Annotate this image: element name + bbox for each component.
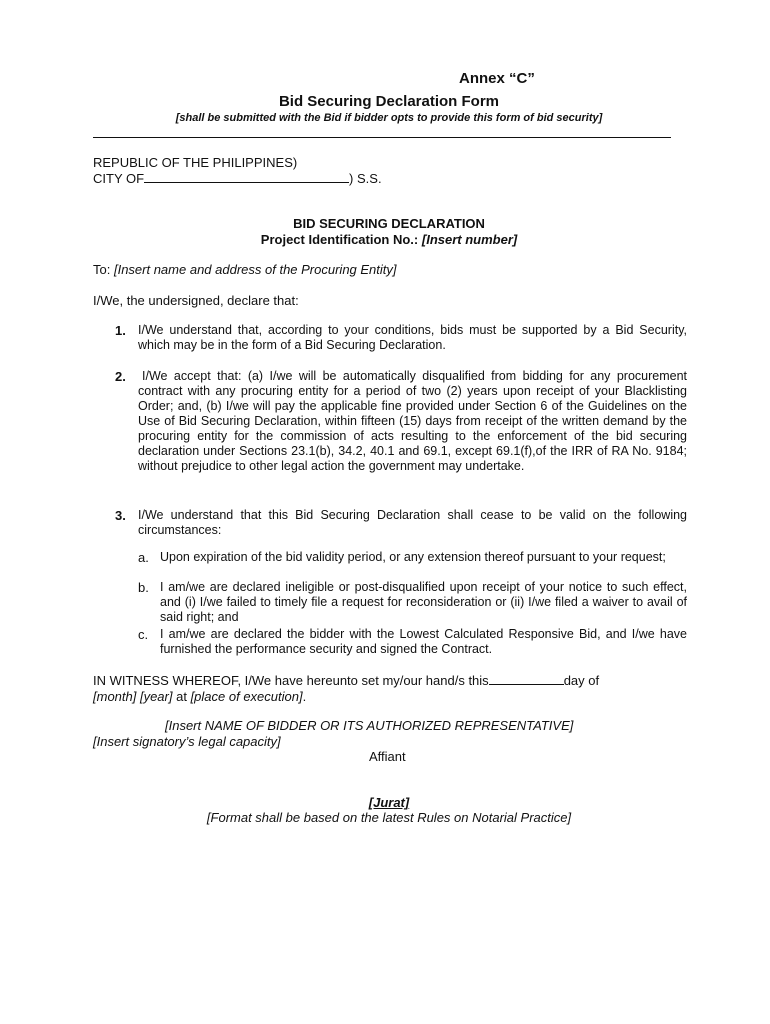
republic-line: REPUBLIC OF THE PHILIPPINES) [93, 155, 298, 170]
item-number: 2. [115, 369, 126, 384]
city-prefix: CITY OF [93, 171, 145, 186]
day-blank [489, 673, 564, 685]
form-title: Bid Securing Declaration Form [278, 93, 500, 110]
signatory-name: [Insert NAME OF BIDDER OR ITS AUTHORIZED REPRESENTATIVE] [165, 718, 574, 733]
jurat-heading [0, 795, 770, 811]
witness-month-year: [month] [year] [93, 689, 173, 704]
city-suffix: ) S.S. [349, 171, 382, 186]
subitem-text: I am/we are declared ineligible or post-disqualified upon receipt of your notice to such effect, and (i) I/we failed to timely file a request for reconsideration or (ii) I/we filed a waiver to avail of said right; and [160, 580, 687, 624]
addressee-line [93, 262, 397, 278]
item-text: I/We accept that: (a) I/we will be automatically disqualified from bidding for any procurement contract with any procuring entity for a period of two (2) years upon receipt of your Blacklisting Order; and, (b) I/we will pay the applicable fine provided under Section 6 of the Guidelines on the Use of Bid Securing Declaration, within fifteen (15) days from receipt of the written demand by the procuring entity for the commission of acts resulting to the enforcement of the bid securing declaration under Sections 23.1(b), 34.2, 40.1 and 69.1, except 69.1(f),of the IRR of RA No. 9184; without prejudice to other legal action the government may undertake. [138, 369, 687, 473]
signatory-capacity: [Insert signatory’s legal capacity] [93, 734, 281, 749]
witness-at: at [172, 689, 191, 704]
form-subtitle: [shall be submitted with the Bid if bidder opts to provide this form of bid security] [175, 112, 603, 124]
intro-text: I/We, the undersigned, declare that: [93, 293, 299, 308]
subitem-letter: c. [138, 627, 149, 642]
jurat-note: [Format shall be based on the latest Rules on Notarial Practice] [206, 810, 572, 825]
affiant-label: Affiant [369, 749, 406, 764]
city-line [93, 171, 382, 187]
declaration-heading: BID SECURING DECLARATION [293, 216, 485, 231]
project-id-value: [Insert number] [421, 232, 518, 247]
city-blank [144, 171, 349, 183]
subitem-letter: a. [138, 550, 149, 565]
project-id-label: Project Identification No.: [260, 232, 419, 247]
subitem-letter: b. [138, 580, 149, 595]
witness-date-line [93, 689, 306, 705]
item-number: 1. [115, 323, 126, 338]
subitem-text: Upon expiration of the bid validity period, or any extension thereof pursuant to your request; [160, 550, 666, 564]
subitem-text: I am/we are declared the bidder with the Lowest Calculated Responsive Bid, and I/we have furnished the performance security and signed the Contract. [160, 627, 687, 656]
witness-prefix: IN WITNESS WHEREOF, I/We have hereunto set my/our hand/s this [93, 673, 489, 688]
item-text: I/We understand that this Bid Securing Declaration shall cease to be valid on the following circumstances: [138, 508, 687, 537]
header-divider [93, 137, 671, 138]
item-text: I/We understand that, according to your conditions, bids must be supported by a Bid Security, which may be in the form of a Bid Securing Declaration. [138, 323, 687, 352]
item-number: 3. [115, 508, 126, 523]
witness-line [93, 673, 599, 689]
annex-label: Annex “C” [459, 70, 535, 87]
project-id-line [0, 232, 770, 248]
jurat-heading-text: [Jurat] [368, 795, 410, 810]
witness-period: . [302, 689, 307, 704]
witness-suffix: day of [563, 673, 600, 688]
to-label: To: [93, 262, 111, 277]
witness-place: [place of execution] [190, 689, 303, 704]
to-value: [Insert name and address of the Procuring Entity] [113, 262, 397, 277]
